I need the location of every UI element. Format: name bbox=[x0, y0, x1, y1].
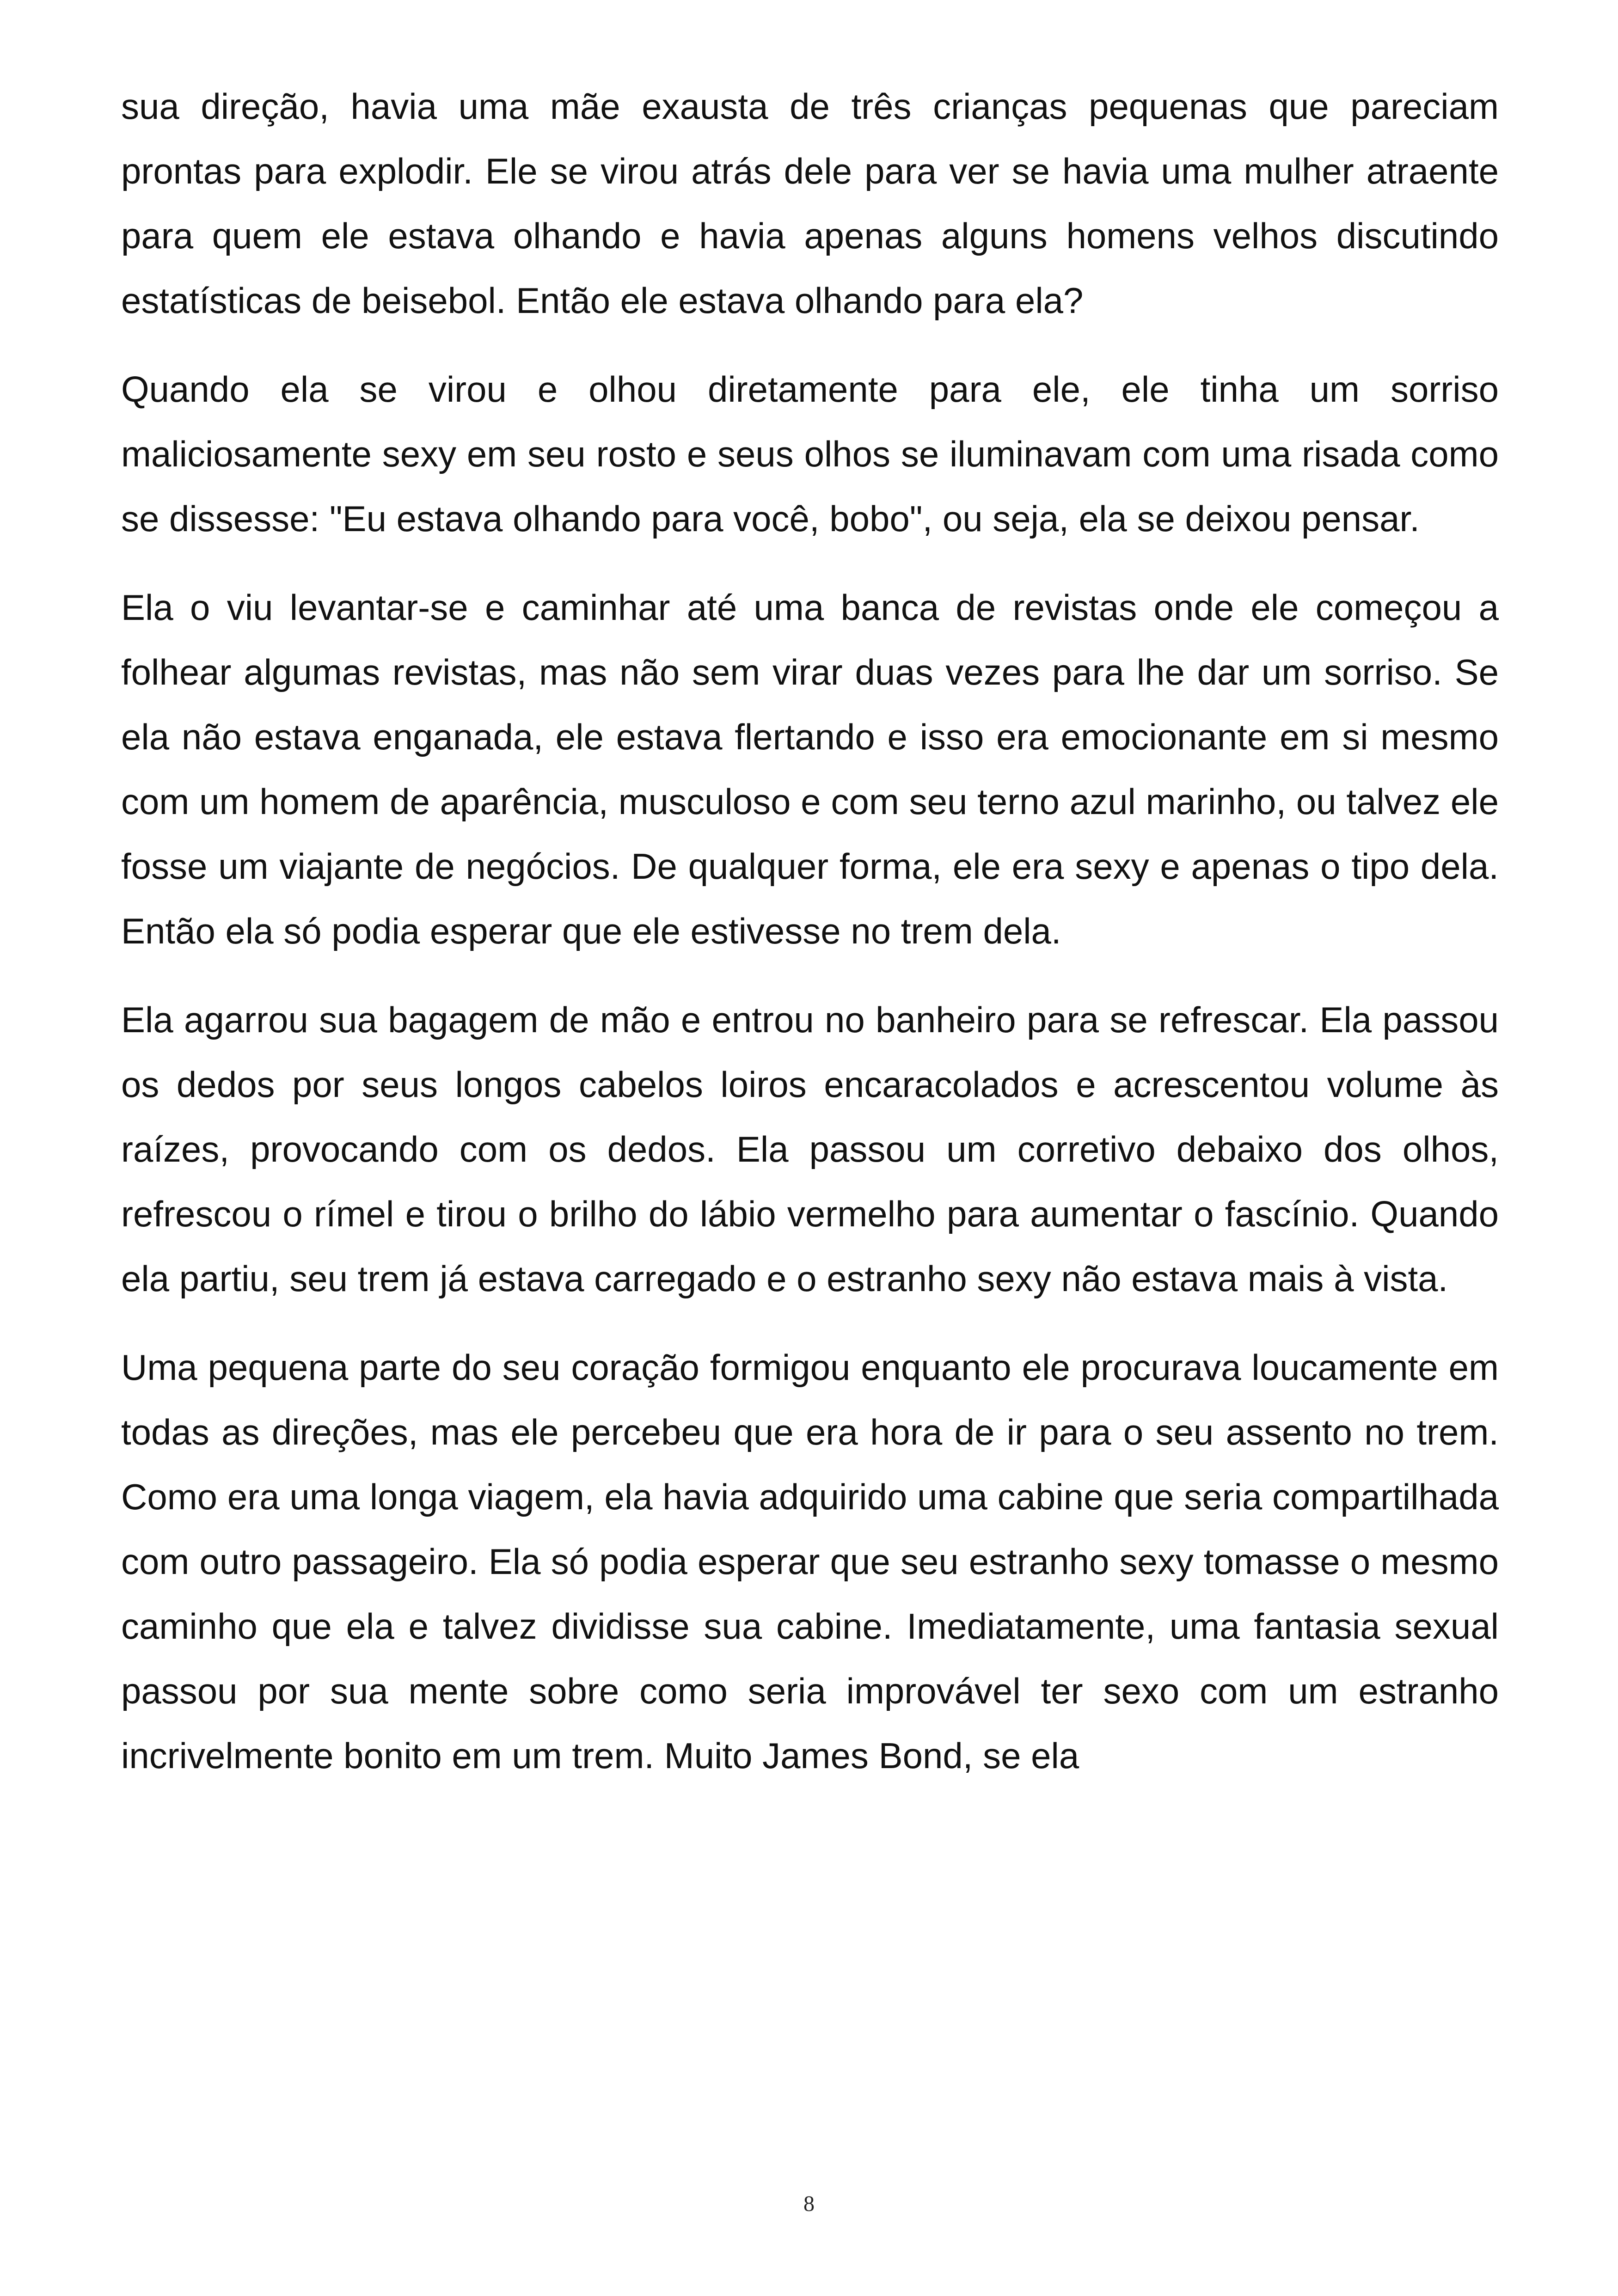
paragraph-1: sua direção, havia uma mãe exausta de três crianças pequenas que pareciam prontas para explodir. Ele se virou atrás dele para ver se havia uma mulher atraente para quem ele estava olhando e havia apenas alguns homens velhos discutindo estatísticas de beisebol. Então ele estava olhando para ela? bbox=[121, 86, 1499, 321]
body-text bbox=[121, 74, 1499, 1812]
paragraph-4: Ela agarrou sua bagagem de mão e entrou no banheiro para se refrescar. Ela passou os dedos por seus longos cabelos loiros encaracolados e acrescentou volume às raízes, provocando com os dedos. Ela passou um corretivo debaixo dos olhos, refrescou o rímel e tirou o brilho do lábio vermelho para aumentar o fascínio. Quando ela partiu, seu trem já estava carregado e o estranho sexy não estava mais à vista. bbox=[121, 999, 1499, 1299]
paragraph-5: Uma pequena parte do seu coração formigou enquanto ele procurava loucamente em todas as direções, mas ele percebeu que era hora de ir para o seu assento no trem. Como era uma longa viagem, ela havia adquirido uma cabine que seria compartilhada com outro passageiro. Ela só podia esperar que seu estranho sexy tomasse o mesmo caminho que ela e talvez dividisse sua cabine. Imediatamente, uma fantasia sexual passou por sua mente sobre como seria improvável ter sexo com um estranho incrivelmente bonito em um trem. Muito James Bond, se ela bbox=[121, 1347, 1499, 1776]
paragraph-3: Ela o viu levantar-se e caminhar até uma banca de revistas onde ele começou a folhear algumas revistas, mas não sem virar duas vezes para lhe dar um sorriso. Se ela não estava enganada, ele estava flertando e isso era emocionante em si mesmo com um homem de aparência, musculoso e com seu terno azul marinho, ou talvez ele fosse um viajante de negócios. De qualquer forma, ele era sexy e apenas o tipo dela. Então ela só podia esperar que ele estivesse no trem dela. bbox=[121, 587, 1499, 951]
paragraph-2: Quando ela se virou e olhou diretamente para ele, ele tinha um sorriso maliciosamente sexy em seu rosto e seus olhos se iluminavam com uma risada como se dissesse: "Eu estava olhando para você, bobo", ou seja, ela se deixou pensar. bbox=[121, 369, 1499, 539]
page-number: 8 bbox=[803, 2192, 815, 2216]
